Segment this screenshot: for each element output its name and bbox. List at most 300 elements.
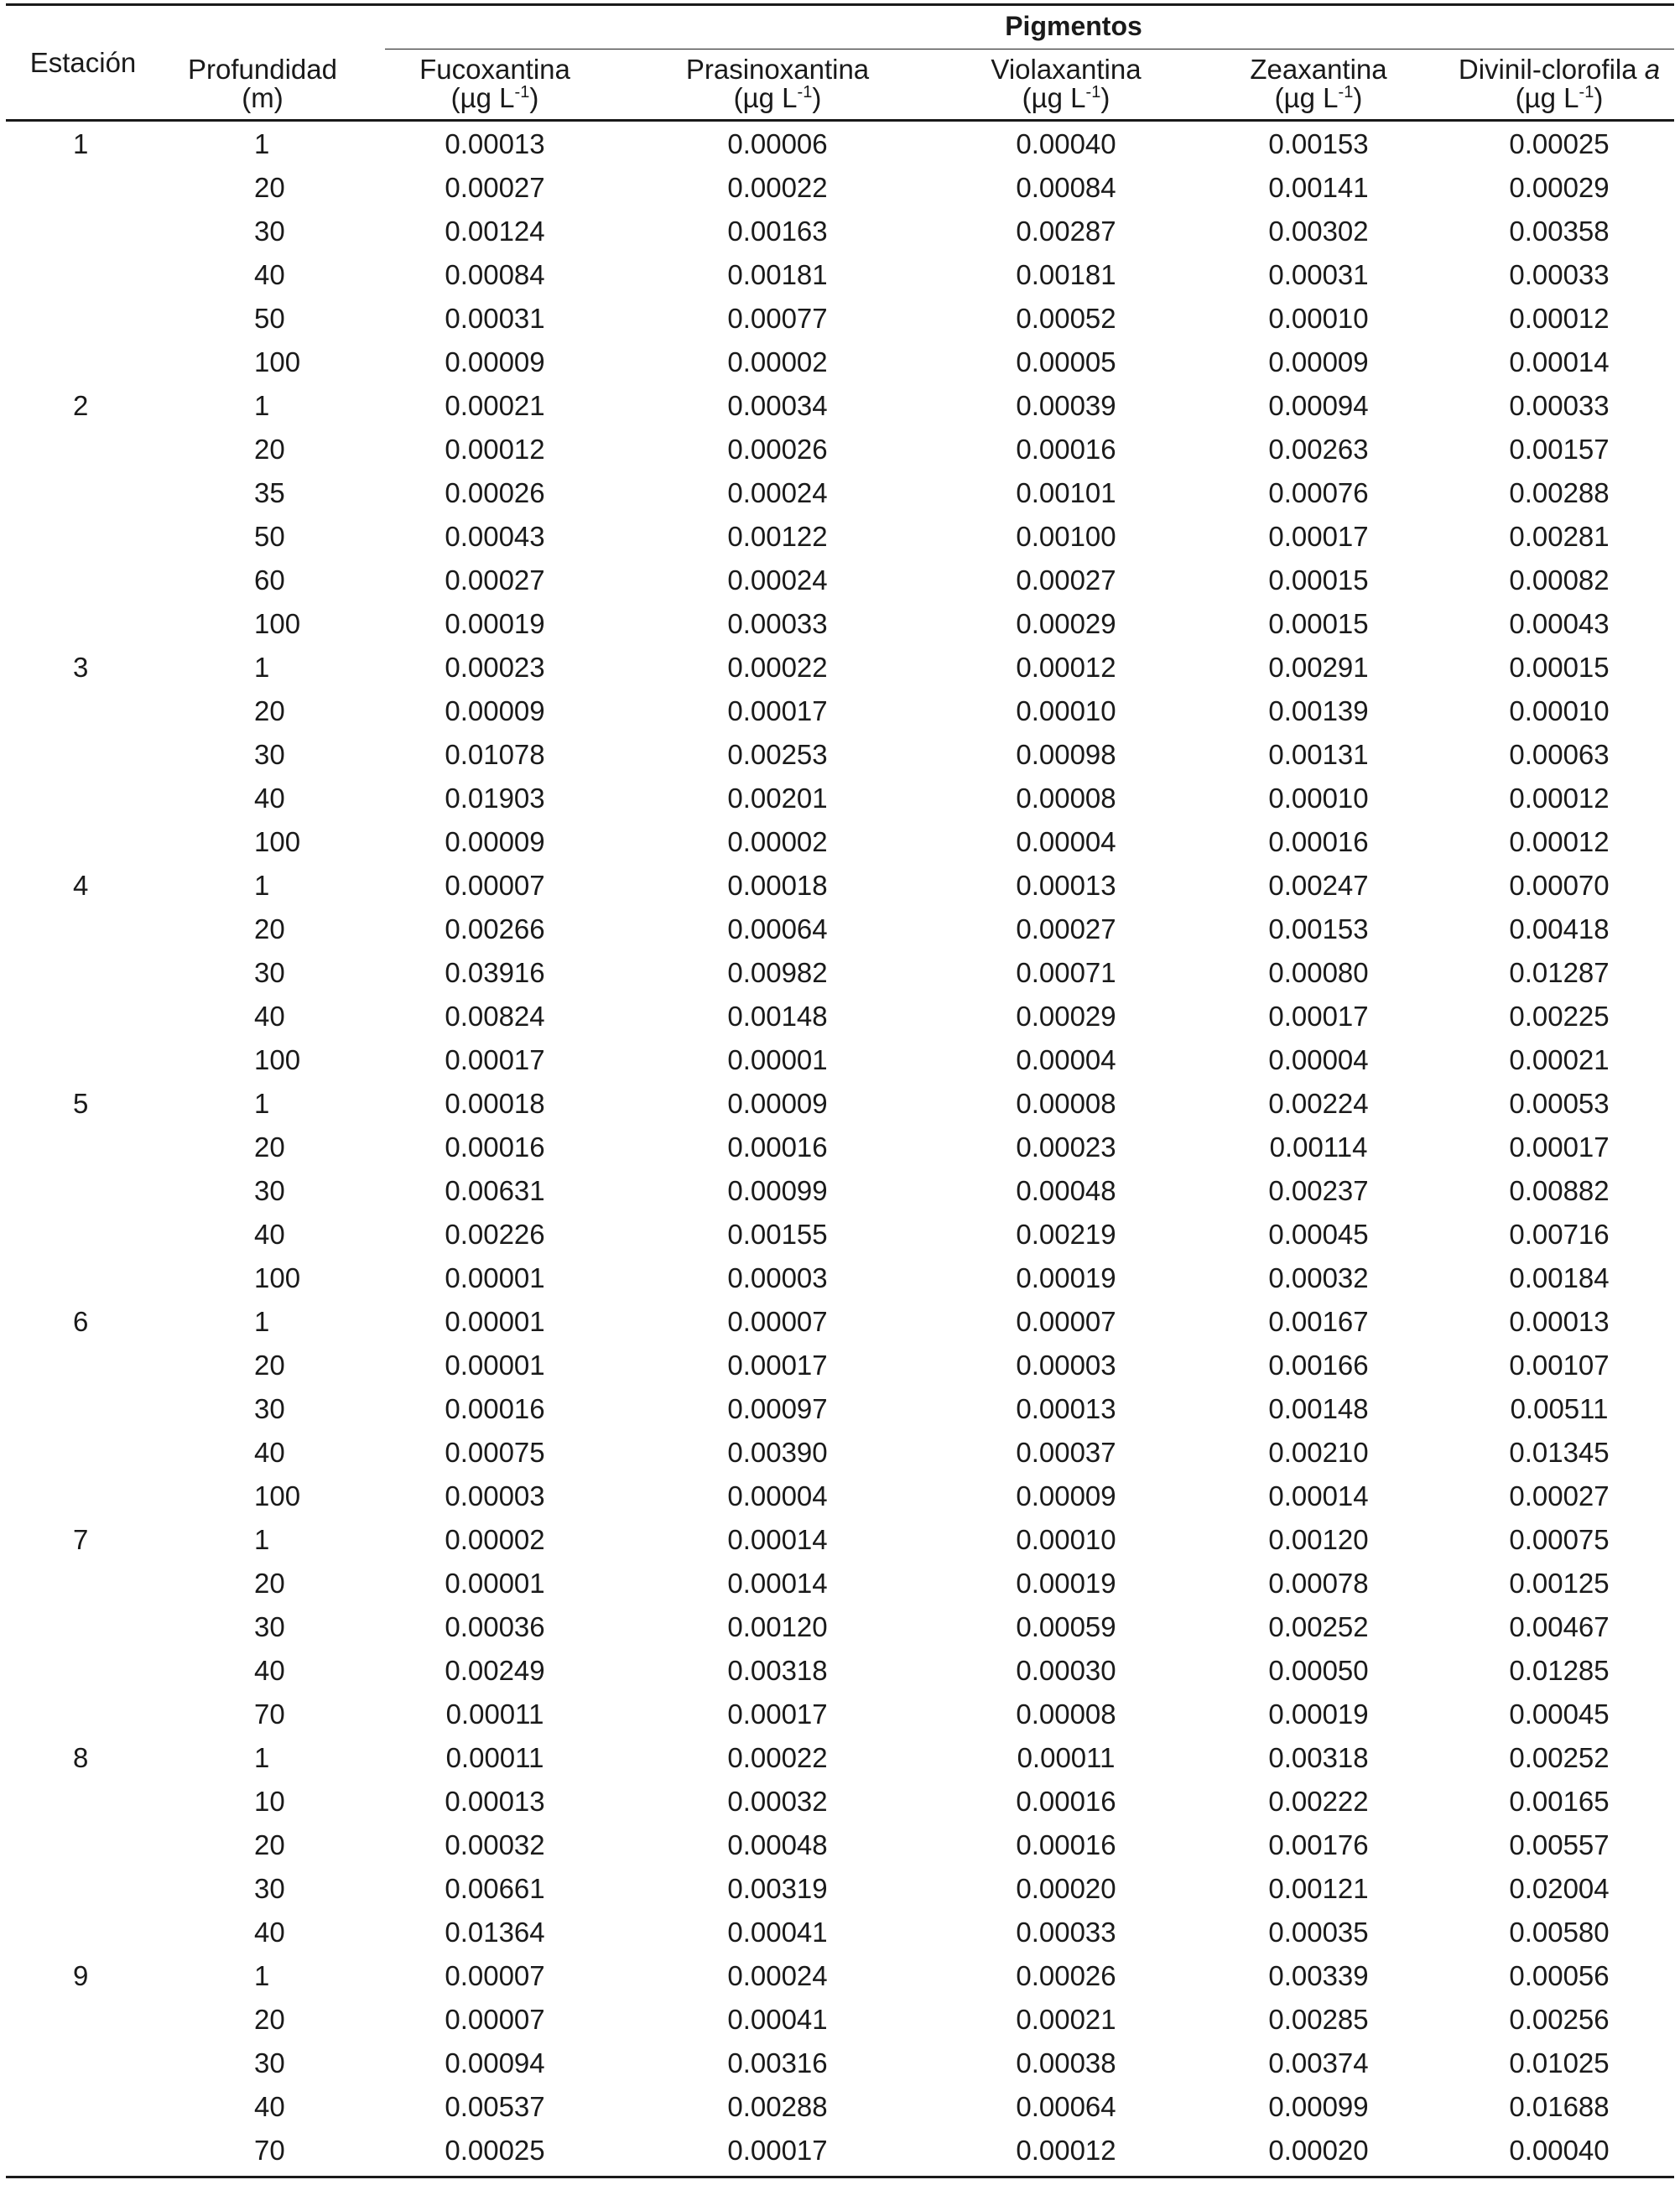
cell-divinil-clorofila: 0.00511 bbox=[1510, 1393, 1609, 1424]
header-station: Estación bbox=[29, 47, 137, 78]
cell-divinil-clorofila: 0.00882 bbox=[1509, 1175, 1610, 1206]
cell-zeaxantina: 0.00167 bbox=[1268, 1306, 1369, 1337]
cell-divinil-clorofila: 0.00033 bbox=[1509, 390, 1610, 421]
cell-depth: 30 bbox=[254, 1611, 285, 1642]
cell-zeaxantina: 0.00032 bbox=[1268, 1262, 1369, 1293]
cell-fucoxantina: 0.00266 bbox=[445, 913, 545, 944]
bottom-rule bbox=[6, 2176, 1674, 2178]
cell-fucoxantina: 0.00036 bbox=[445, 1611, 545, 1642]
cell-zeaxantina: 0.00166 bbox=[1268, 1350, 1369, 1381]
cell-depth: 40 bbox=[254, 1437, 285, 1468]
cell-fucoxantina: 0.00027 bbox=[445, 564, 545, 596]
header-rule bbox=[6, 119, 1674, 122]
cell-depth: 30 bbox=[254, 216, 285, 247]
cell-violaxantina: 0.00011 bbox=[1017, 1742, 1116, 1773]
cell-prasinoxantina: 0.00014 bbox=[727, 1524, 828, 1555]
table-row bbox=[6, 820, 1674, 864]
cell-prasinoxantina: 0.00022 bbox=[727, 1742, 828, 1773]
cell-fucoxantina: 0.00084 bbox=[445, 259, 545, 290]
cell-fucoxantina: 0.00124 bbox=[445, 216, 545, 247]
table-row bbox=[6, 777, 1674, 820]
cell-depth: 1 bbox=[254, 1524, 270, 1555]
cell-divinil-clorofila: 0.00256 bbox=[1509, 2004, 1610, 2035]
cell-depth: 40 bbox=[254, 1219, 285, 1250]
cell-divinil-clorofila: 0.00467 bbox=[1509, 1611, 1610, 1642]
cell-violaxantina: 0.00029 bbox=[1016, 1001, 1116, 1032]
cell-fucoxantina: 0.00007 bbox=[445, 2004, 545, 2035]
cell-zeaxantina: 0.00285 bbox=[1268, 2004, 1369, 2035]
cell-violaxantina: 0.00019 bbox=[1016, 1262, 1116, 1293]
cell-violaxantina: 0.00037 bbox=[1016, 1437, 1116, 1468]
cell-prasinoxantina: 0.00155 bbox=[727, 1219, 828, 1250]
table-row bbox=[6, 1082, 1674, 1126]
cell-violaxantina: 0.00038 bbox=[1016, 2047, 1116, 2078]
header-unit: (µg $L^{-1}$) bbox=[450, 82, 539, 113]
cell-depth: 40 bbox=[254, 1001, 285, 1032]
table-row bbox=[6, 1867, 1674, 1911]
cell-violaxantina: 0.00020 bbox=[1016, 1873, 1116, 1904]
cell-station: 4 bbox=[73, 870, 89, 901]
cell-depth: 30 bbox=[254, 2047, 285, 2078]
cell-divinil-clorofila: 0.00056 bbox=[1509, 1960, 1610, 1991]
cell-violaxantina: 0.00026 bbox=[1016, 1960, 1116, 1991]
table-row bbox=[6, 1823, 1674, 1867]
cell-divinil-clorofila: 0.00225 bbox=[1509, 1001, 1610, 1032]
table-row bbox=[6, 1780, 1674, 1823]
cell-divinil-clorofila: 0.00045 bbox=[1509, 1699, 1610, 1730]
cell-depth: 1 bbox=[254, 870, 270, 901]
cell-fucoxantina: 0.00011 bbox=[445, 1742, 544, 1773]
header-fucoxantina: Fucoxantina bbox=[419, 54, 570, 85]
cell-depth: 20 bbox=[254, 2004, 285, 2035]
cell-violaxantina: 0.00039 bbox=[1016, 390, 1116, 421]
cell-depth: 60 bbox=[254, 564, 285, 596]
cell-depth: 20 bbox=[254, 1350, 285, 1381]
cell-prasinoxantina: 0.00024 bbox=[727, 477, 828, 508]
cell-fucoxantina: 0.00075 bbox=[445, 1437, 545, 1468]
cell-zeaxantina: 0.00148 bbox=[1268, 1393, 1369, 1424]
cell-violaxantina: 0.00013 bbox=[1016, 1393, 1116, 1424]
cell-depth: 40 bbox=[254, 1655, 285, 1686]
cell-divinil-clorofila: 0.00288 bbox=[1509, 477, 1610, 508]
cell-zeaxantina: 0.00015 bbox=[1268, 608, 1369, 639]
cell-zeaxantina: 0.00045 bbox=[1268, 1219, 1369, 1250]
header-unit: (µg $L^{-1}$) bbox=[1515, 82, 1604, 113]
cell-divinil-clorofila: 0.00053 bbox=[1509, 1088, 1610, 1119]
cell-divinil-clorofila: 0.00021 bbox=[1509, 1044, 1610, 1075]
cell-fucoxantina: 0.00011 bbox=[445, 1699, 544, 1730]
cell-prasinoxantina: 0.00041 bbox=[727, 1917, 828, 1948]
cell-divinil-clorofila: 0.01287 bbox=[1509, 957, 1610, 988]
cell-fucoxantina: 0.00017 bbox=[445, 1044, 545, 1075]
table-row bbox=[6, 2085, 1674, 2129]
cell-zeaxantina: 0.00153 bbox=[1268, 913, 1369, 944]
cell-prasinoxantina: 0.00003 bbox=[727, 1262, 828, 1293]
cell-depth: 70 bbox=[254, 1699, 285, 1730]
group-header-pigmentos: Pigmentos bbox=[1005, 11, 1142, 41]
table-row bbox=[6, 1300, 1674, 1344]
cell-prasinoxantina: 0.00007 bbox=[727, 1306, 828, 1337]
cell-prasinoxantina: 0.00001 bbox=[727, 1044, 828, 1075]
cell-fucoxantina: 0.00032 bbox=[445, 1829, 545, 1860]
cell-fucoxantina: 0.00013 bbox=[445, 128, 545, 159]
cell-violaxantina: 0.00048 bbox=[1016, 1175, 1116, 1206]
cell-violaxantina: 0.00101 bbox=[1016, 477, 1116, 508]
cell-prasinoxantina: 0.00122 bbox=[727, 521, 828, 552]
cell-fucoxantina: 0.00009 bbox=[445, 695, 545, 726]
table-row bbox=[6, 995, 1674, 1038]
cell-violaxantina: 0.00071 bbox=[1016, 957, 1116, 988]
cell-fucoxantina: 0.00026 bbox=[445, 477, 545, 508]
cell-depth: 100 bbox=[254, 1480, 301, 1511]
cell-prasinoxantina: 0.00316 bbox=[727, 2047, 828, 2078]
cell-prasinoxantina: 0.00002 bbox=[727, 346, 828, 377]
table-row bbox=[6, 1954, 1674, 1998]
header-violaxantina: Violaxantina bbox=[991, 54, 1142, 85]
table-row bbox=[6, 341, 1674, 384]
table-row bbox=[6, 559, 1674, 602]
cell-violaxantina: 0.00005 bbox=[1016, 346, 1116, 377]
table-row bbox=[6, 1605, 1674, 1649]
cell-zeaxantina: 0.00291 bbox=[1268, 652, 1369, 683]
cell-violaxantina: 0.00007 bbox=[1016, 1306, 1116, 1337]
cell-prasinoxantina: 0.00017 bbox=[727, 695, 828, 726]
cell-divinil-clorofila: 0.00281 bbox=[1509, 521, 1610, 552]
cell-zeaxantina: 0.00237 bbox=[1268, 1175, 1369, 1206]
cell-prasinoxantina: 0.00009 bbox=[727, 1088, 828, 1119]
cell-prasinoxantina: 0.00064 bbox=[727, 913, 828, 944]
cell-zeaxantina: 0.00009 bbox=[1268, 346, 1369, 377]
cell-divinil-clorofila: 0.00157 bbox=[1509, 434, 1610, 465]
table-row bbox=[6, 2129, 1674, 2172]
header-depth-unit: (m) bbox=[242, 82, 283, 113]
cell-station: 5 bbox=[73, 1088, 89, 1119]
cell-fucoxantina: 0.00012 bbox=[445, 434, 545, 465]
cell-depth: 1 bbox=[254, 652, 270, 683]
cell-violaxantina: 0.00029 bbox=[1016, 608, 1116, 639]
cell-depth: 30 bbox=[254, 739, 285, 770]
cell-fucoxantina: 0.00001 bbox=[445, 1350, 545, 1381]
cell-prasinoxantina: 0.00032 bbox=[727, 1786, 828, 1817]
cell-prasinoxantina: 0.00048 bbox=[727, 1829, 828, 1860]
cell-depth: 100 bbox=[254, 1262, 301, 1293]
cell-zeaxantina: 0.00020 bbox=[1268, 2135, 1369, 2166]
cell-zeaxantina: 0.00035 bbox=[1268, 1917, 1369, 1948]
cell-violaxantina: 0.00016 bbox=[1016, 434, 1116, 465]
cell-prasinoxantina: 0.00982 bbox=[727, 957, 828, 988]
cell-depth: 100 bbox=[254, 1044, 301, 1075]
cell-station: 8 bbox=[73, 1742, 89, 1773]
cell-prasinoxantina: 0.00017 bbox=[727, 2135, 828, 2166]
cell-divinil-clorofila: 0.00013 bbox=[1509, 1306, 1610, 1337]
table-row bbox=[6, 1518, 1674, 1562]
cell-depth: 30 bbox=[254, 957, 285, 988]
cell-prasinoxantina: 0.00014 bbox=[727, 1568, 828, 1599]
cell-violaxantina: 0.00021 bbox=[1016, 2004, 1116, 2035]
cell-divinil-clorofila: 0.01345 bbox=[1509, 1437, 1610, 1468]
cell-zeaxantina: 0.00121 bbox=[1268, 1873, 1369, 1904]
cell-depth: 30 bbox=[254, 1393, 285, 1424]
cell-violaxantina: 0.00016 bbox=[1016, 1786, 1116, 1817]
cell-violaxantina: 0.00219 bbox=[1016, 1219, 1116, 1250]
table-row bbox=[6, 689, 1674, 733]
cell-violaxantina: 0.00012 bbox=[1016, 2135, 1116, 2166]
cell-violaxantina: 0.00287 bbox=[1016, 216, 1116, 247]
cell-zeaxantina: 0.00076 bbox=[1268, 477, 1369, 508]
cell-fucoxantina: 0.00016 bbox=[445, 1132, 545, 1163]
cell-divinil-clorofila: 0.00125 bbox=[1509, 1568, 1610, 1599]
cell-violaxantina: 0.00033 bbox=[1016, 1917, 1116, 1948]
cell-violaxantina: 0.00059 bbox=[1016, 1611, 1116, 1642]
cell-prasinoxantina: 0.00181 bbox=[727, 259, 828, 290]
cell-divinil-clorofila: 0.00184 bbox=[1509, 1262, 1610, 1293]
cell-violaxantina: 0.00013 bbox=[1016, 870, 1116, 901]
header-unit: (µg $L^{-1}$) bbox=[1274, 82, 1363, 113]
cell-fucoxantina: 0.00021 bbox=[445, 390, 545, 421]
cell-prasinoxantina: 0.00318 bbox=[727, 1655, 828, 1686]
cell-depth: 20 bbox=[254, 1829, 285, 1860]
cell-fucoxantina: 0.00007 bbox=[445, 1960, 545, 1991]
cell-divinil-clorofila: 0.00012 bbox=[1509, 303, 1610, 334]
cell-prasinoxantina: 0.00163 bbox=[727, 216, 828, 247]
cell-prasinoxantina: 0.00253 bbox=[727, 739, 828, 770]
cell-fucoxantina: 0.00023 bbox=[445, 652, 545, 683]
cell-divinil-clorofila: 0.00043 bbox=[1509, 608, 1610, 639]
cell-violaxantina: 0.00016 bbox=[1016, 1829, 1116, 1860]
cell-divinil-clorofila: 0.00029 bbox=[1509, 172, 1610, 203]
cell-zeaxantina: 0.00114 bbox=[1269, 1132, 1368, 1163]
cell-fucoxantina: 0.00226 bbox=[445, 1219, 545, 1250]
cell-zeaxantina: 0.00263 bbox=[1268, 434, 1369, 465]
cell-divinil-clorofila: 0.00252 bbox=[1509, 1742, 1610, 1773]
header-depth: Profundidad bbox=[188, 54, 337, 85]
cell-divinil-clorofila: 0.00107 bbox=[1509, 1350, 1610, 1381]
header-zeaxantina: Zeaxantina bbox=[1250, 54, 1387, 85]
table-row bbox=[6, 166, 1674, 210]
cell-zeaxantina: 0.00252 bbox=[1268, 1611, 1369, 1642]
cell-fucoxantina: 0.00001 bbox=[445, 1306, 545, 1337]
cell-fucoxantina: 0.00043 bbox=[445, 521, 545, 552]
cell-depth: 1 bbox=[254, 1960, 270, 1991]
cell-violaxantina: 0.00027 bbox=[1016, 913, 1116, 944]
cell-zeaxantina: 0.00017 bbox=[1268, 521, 1369, 552]
cell-divinil-clorofila: 0.00010 bbox=[1509, 695, 1610, 726]
table-row bbox=[6, 1475, 1674, 1518]
cell-depth: 100 bbox=[254, 346, 301, 377]
cell-prasinoxantina: 0.00016 bbox=[727, 1132, 828, 1163]
cell-fucoxantina: 0.00631 bbox=[445, 1175, 545, 1206]
table-row bbox=[6, 1387, 1674, 1431]
cell-violaxantina: 0.00010 bbox=[1016, 695, 1116, 726]
cell-zeaxantina: 0.00210 bbox=[1268, 1437, 1369, 1468]
cell-zeaxantina: 0.00302 bbox=[1268, 216, 1369, 247]
cell-prasinoxantina: 0.00002 bbox=[727, 826, 828, 857]
cell-prasinoxantina: 0.00120 bbox=[727, 1611, 828, 1642]
table-row bbox=[6, 210, 1674, 253]
table-body bbox=[6, 122, 1674, 2172]
table-row bbox=[6, 515, 1674, 559]
cell-violaxantina: 0.00003 bbox=[1016, 1350, 1116, 1381]
cell-depth: 30 bbox=[254, 1175, 285, 1206]
cell-depth: 20 bbox=[254, 172, 285, 203]
cell-divinil-clorofila: 0.00075 bbox=[1509, 1524, 1610, 1555]
cell-fucoxantina: 0.00016 bbox=[445, 1393, 545, 1424]
cell-zeaxantina: 0.00153 bbox=[1268, 128, 1369, 159]
cell-prasinoxantina: 0.00022 bbox=[727, 652, 828, 683]
cell-divinil-clorofila: 0.01285 bbox=[1509, 1655, 1610, 1686]
cell-fucoxantina: 0.00537 bbox=[445, 2091, 545, 2122]
table-row bbox=[6, 122, 1674, 166]
cell-prasinoxantina: 0.00018 bbox=[727, 870, 828, 901]
cell-station: 1 bbox=[73, 128, 89, 159]
cell-fucoxantina: 0.00661 bbox=[445, 1873, 545, 1904]
cell-divinil-clorofila: 0.00580 bbox=[1509, 1917, 1610, 1948]
cell-depth: 20 bbox=[254, 1568, 285, 1599]
cell-divinil-clorofila: 0.00027 bbox=[1509, 1480, 1610, 1511]
cell-fucoxantina: 0.01364 bbox=[445, 1917, 545, 1948]
cell-depth: 50 bbox=[254, 521, 285, 552]
cell-fucoxantina: 0.00007 bbox=[445, 870, 545, 901]
cell-divinil-clorofila: 0.02004 bbox=[1509, 1873, 1610, 1904]
cell-zeaxantina: 0.00141 bbox=[1268, 172, 1369, 203]
cell-violaxantina: 0.00009 bbox=[1016, 1480, 1116, 1511]
cell-depth: 1 bbox=[254, 1742, 270, 1773]
cell-violaxantina: 0.00040 bbox=[1016, 128, 1116, 159]
header-divinil-clorofila: Divinil-clorofila a bbox=[1458, 54, 1661, 85]
cell-zeaxantina: 0.00131 bbox=[1268, 739, 1369, 770]
cell-zeaxantina: 0.00339 bbox=[1268, 1960, 1369, 1991]
table-row bbox=[6, 864, 1674, 908]
cell-zeaxantina: 0.00019 bbox=[1268, 1699, 1369, 1730]
cell-fucoxantina: 0.00025 bbox=[445, 2135, 545, 2166]
cell-depth: 35 bbox=[254, 477, 285, 508]
cell-fucoxantina: 0.01078 bbox=[445, 739, 545, 770]
cell-zeaxantina: 0.00010 bbox=[1268, 783, 1369, 814]
cell-station: 2 bbox=[73, 390, 89, 421]
header-prasinoxantina: Prasinoxantina bbox=[685, 54, 870, 85]
cell-depth: 40 bbox=[254, 783, 285, 814]
cell-prasinoxantina: 0.00077 bbox=[727, 303, 828, 334]
cell-depth: 20 bbox=[254, 1132, 285, 1163]
cell-fucoxantina: 0.00031 bbox=[445, 303, 545, 334]
cell-divinil-clorofila: 0.00040 bbox=[1509, 2135, 1610, 2166]
cell-fucoxantina: 0.00003 bbox=[445, 1480, 545, 1511]
cell-zeaxantina: 0.00015 bbox=[1268, 564, 1369, 596]
cell-depth: 1 bbox=[254, 1306, 270, 1337]
cell-zeaxantina: 0.00374 bbox=[1268, 2047, 1369, 2078]
cell-prasinoxantina: 0.00026 bbox=[727, 434, 828, 465]
cell-violaxantina: 0.00008 bbox=[1016, 1088, 1116, 1119]
table-row bbox=[6, 384, 1674, 428]
cell-depth: 10 bbox=[254, 1786, 285, 1817]
cell-zeaxantina: 0.00099 bbox=[1268, 2091, 1369, 2122]
cell-violaxantina: 0.00010 bbox=[1016, 1524, 1116, 1555]
cell-violaxantina: 0.00004 bbox=[1016, 1044, 1116, 1075]
cell-prasinoxantina: 0.00390 bbox=[727, 1437, 828, 1468]
cell-divinil-clorofila: 0.00017 bbox=[1509, 1132, 1610, 1163]
cell-prasinoxantina: 0.00006 bbox=[727, 128, 828, 159]
cell-zeaxantina: 0.00031 bbox=[1268, 259, 1369, 290]
table-row bbox=[6, 646, 1674, 689]
cell-depth: 1 bbox=[254, 390, 270, 421]
table-row bbox=[6, 1911, 1674, 1954]
cell-violaxantina: 0.00064 bbox=[1016, 2091, 1116, 2122]
cell-fucoxantina: 0.00001 bbox=[445, 1262, 545, 1293]
table-row bbox=[6, 471, 1674, 515]
cell-fucoxantina: 0.00094 bbox=[445, 2047, 545, 2078]
cell-violaxantina: 0.00004 bbox=[1016, 826, 1116, 857]
cell-divinil-clorofila: 0.00012 bbox=[1509, 783, 1610, 814]
cell-depth: 100 bbox=[254, 608, 301, 639]
cell-depth: 70 bbox=[254, 2135, 285, 2166]
cell-fucoxantina: 0.00018 bbox=[445, 1088, 545, 1119]
cell-prasinoxantina: 0.00041 bbox=[727, 2004, 828, 2035]
cell-depth: 30 bbox=[254, 1873, 285, 1904]
cell-fucoxantina: 0.00009 bbox=[445, 826, 545, 857]
header-unit: (µg $L^{-1}$) bbox=[1022, 82, 1110, 113]
cell-station: 7 bbox=[73, 1524, 89, 1555]
table-row bbox=[6, 1038, 1674, 1082]
cell-fucoxantina: 0.00249 bbox=[445, 1655, 545, 1686]
cell-prasinoxantina: 0.00024 bbox=[727, 1960, 828, 1991]
table-row bbox=[6, 733, 1674, 777]
cell-fucoxantina: 0.00019 bbox=[445, 608, 545, 639]
cell-prasinoxantina: 0.00022 bbox=[727, 172, 828, 203]
table-row bbox=[6, 1256, 1674, 1300]
table-row bbox=[6, 908, 1674, 951]
table-row bbox=[6, 428, 1674, 471]
cell-divinil-clorofila: 0.00063 bbox=[1509, 739, 1610, 770]
cell-prasinoxantina: 0.00148 bbox=[727, 1001, 828, 1032]
cell-violaxantina: 0.00084 bbox=[1016, 172, 1116, 203]
cell-depth: 50 bbox=[254, 303, 285, 334]
cell-zeaxantina: 0.00120 bbox=[1268, 1524, 1369, 1555]
cell-prasinoxantina: 0.00097 bbox=[727, 1393, 828, 1424]
cell-fucoxantina: 0.03916 bbox=[445, 957, 545, 988]
cell-prasinoxantina: 0.00288 bbox=[727, 2091, 828, 2122]
cell-violaxantina: 0.00052 bbox=[1016, 303, 1116, 334]
cell-zeaxantina: 0.00176 bbox=[1268, 1829, 1369, 1860]
cell-zeaxantina: 0.00247 bbox=[1268, 870, 1369, 901]
cell-depth: 20 bbox=[254, 695, 285, 726]
table-row bbox=[6, 1213, 1674, 1256]
cell-zeaxantina: 0.00004 bbox=[1268, 1044, 1369, 1075]
cell-zeaxantina: 0.00014 bbox=[1268, 1480, 1369, 1511]
table-row bbox=[6, 1562, 1674, 1605]
cell-divinil-clorofila: 0.00014 bbox=[1509, 346, 1610, 377]
table-row bbox=[6, 1344, 1674, 1387]
cell-divinil-clorofila: 0.00015 bbox=[1509, 652, 1610, 683]
cell-divinil-clorofila: 0.00358 bbox=[1509, 216, 1610, 247]
cell-station: 3 bbox=[73, 652, 89, 683]
header-unit: (µg $L^{-1}$) bbox=[733, 82, 822, 113]
table-row bbox=[6, 1169, 1674, 1213]
cell-depth: 1 bbox=[254, 128, 270, 159]
cell-zeaxantina: 0.00318 bbox=[1268, 1742, 1369, 1773]
table-row bbox=[6, 951, 1674, 995]
cell-prasinoxantina: 0.00033 bbox=[727, 608, 828, 639]
table-row bbox=[6, 1126, 1674, 1169]
cell-violaxantina: 0.00100 bbox=[1016, 521, 1116, 552]
cell-fucoxantina: 0.00002 bbox=[445, 1524, 545, 1555]
cell-violaxantina: 0.00023 bbox=[1016, 1132, 1116, 1163]
cell-violaxantina: 0.00008 bbox=[1016, 1699, 1116, 1730]
cell-violaxantina: 0.00012 bbox=[1016, 652, 1116, 683]
cell-divinil-clorofila: 0.00033 bbox=[1509, 259, 1610, 290]
cell-divinil-clorofila: 0.00557 bbox=[1509, 1829, 1610, 1860]
cell-station: 9 bbox=[73, 1960, 89, 1991]
cell-divinil-clorofila: 0.00082 bbox=[1509, 564, 1610, 596]
